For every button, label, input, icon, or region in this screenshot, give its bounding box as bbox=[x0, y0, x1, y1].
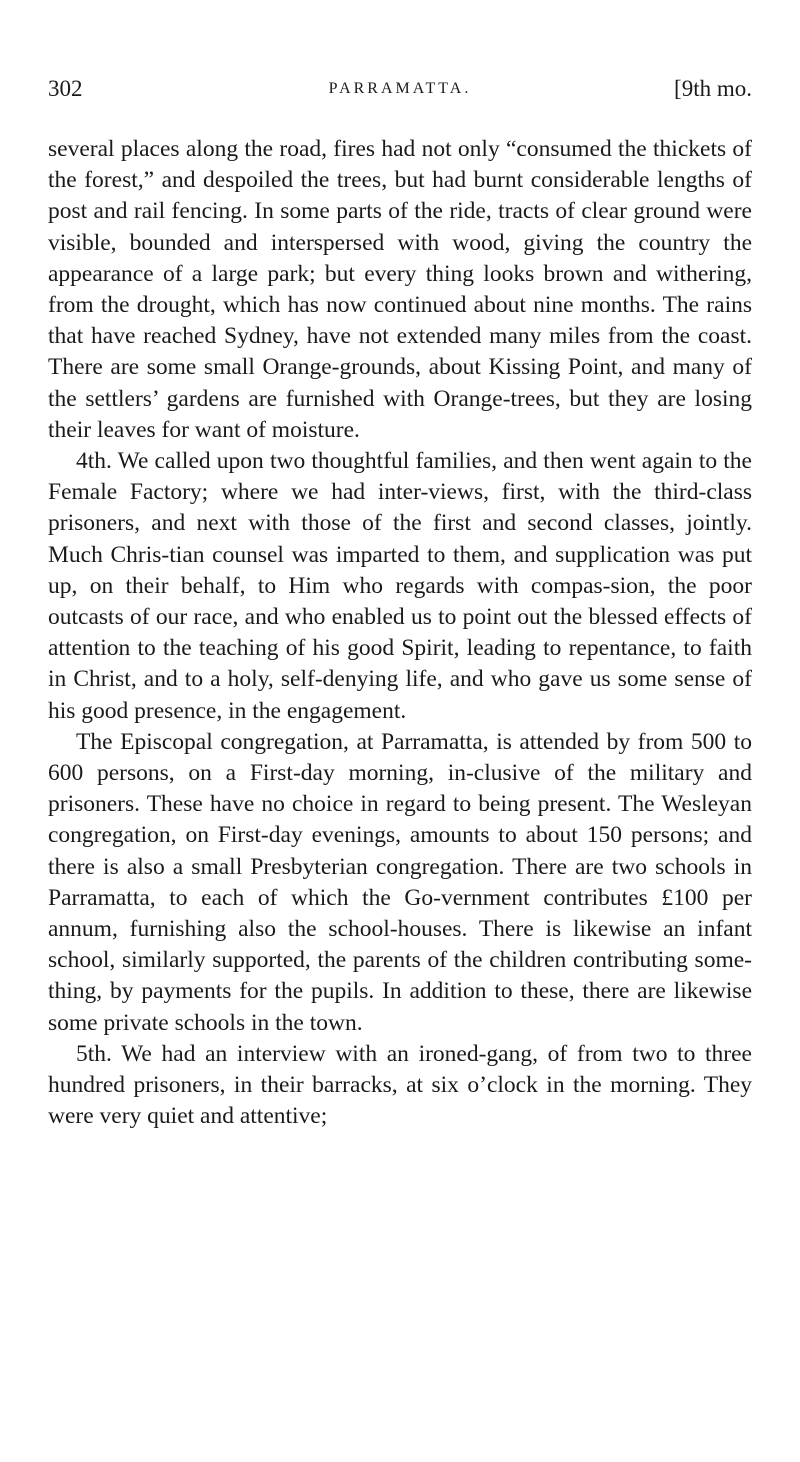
book-page bbox=[48, 76, 752, 1133]
paragraph-continued: several places along the road, fires had not only “consumed the thickets of the forest,” and despoiled the trees, but had burnt considerable lengths of post and rail fencing. In some parts of the ride, tracts of clear ground were visible, bounded and interspersed with wood, giving the country the appearance of a large park; but every thing looks brown and withering, from the drought, which has now continued about nine months. The rains that have reached Sydney, have not extended many miles from the coast. There are some small Orange-grounds, about Kissing Point, and many of the settlers’ gardens are furnished with Orange-trees, but they are losing their leaves for want of moisture. bbox=[48, 136, 752, 443]
paragraph-episcopal: The Episcopal congregation, at Parramatta, is attended by from 500 to 600 persons, on a First-day morning, in-clusive of the military and prisoners. These have no choice in regard to being present. The Wesleyan congregation, on First-day evenings, amounts to about 150 persons; and there is also a small Presbyterian congregation. There are two schools in Parramatta, to each of which the Go-vernment contributes £100 per annum, furnishing also the school-houses. There is likewise an infant school, similarly supported, the parents of the children contributing some-thing, by payments for the pupils. In addition to these, there are likewise some private schools in the town. bbox=[48, 728, 752, 1036]
running-date: [9th mo. bbox=[674, 76, 752, 101]
paragraph-5th: 5th. We had an interview with an ironed-gang, of from two to three hundred prisoners, in their barracks, at six o’clock in the morning. They were very quiet and attentive; bbox=[48, 1040, 752, 1130]
body-text bbox=[48, 134, 752, 1133]
page-number: 302 bbox=[48, 76, 83, 101]
running-head bbox=[48, 76, 752, 116]
running-title: PARRAMATTA. bbox=[328, 80, 472, 97]
paragraph-4th: 4th. We called upon two thoughtful families, and then went again to the Female Factory; where we had inter-views, first, with the third-class prisoners, and next with those of the first and second classes, jointly. Much Chris-tian counsel was imparted to them, and supplication was put up, on their behalf, to Him who regards with compas-sion, the poor outcasts of our race, and who enabled us to point out the blessed effects of attention to the teaching of his good Spirit, leading to repentance, to faith in Christ, and to a holy, self-denying life, and who gave us some sense of his good presence, in the engagement. bbox=[48, 448, 752, 724]
